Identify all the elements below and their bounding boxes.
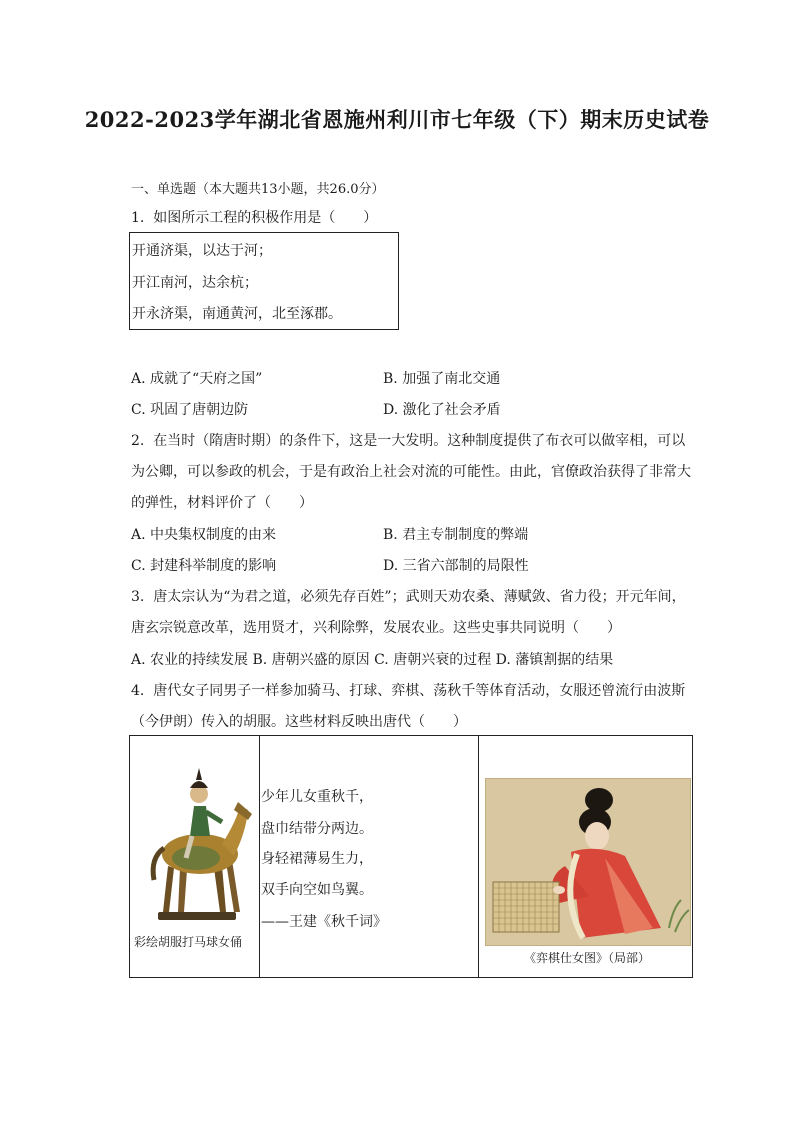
q2-option-c: C. 封建科举制度的影响 [131, 558, 277, 574]
q2-stem-line: 2. 在当时（隋唐时期）的条件下，这是一大发明。这种制度提供了布衣可以做宰相，可以 [131, 433, 686, 449]
q1-box-line: 开通济渠，以达于河； [132, 243, 272, 259]
q2-option-a: A. 中央集权制度的由来 [131, 527, 277, 543]
q2-option-b: B. 君主专制制度的弊端 [383, 527, 529, 543]
q1-box-line: 开江南河，达余杭； [132, 275, 258, 291]
q4-material-table [129, 735, 693, 978]
page-title: 2022-2023学年湖北省恩施州利川市七年级（下）期末历史试卷 [84, 107, 710, 132]
polo-player-figurine-image [136, 762, 256, 926]
painting-caption: 《弈棋仕女图》（局部） [524, 951, 651, 965]
q1-option-a: A. 成就了“天府之国” [131, 371, 263, 387]
q2-stem-line: 为公卿，可以参政的机会，于是有政治上社会对流的可能性。由此，官僚政治获得了非常大 [131, 464, 691, 480]
q3-stem-line: 唐玄宗锐意改革，选用贤才，兴利除弊，发展农业。这些史事共同说明（ ） [131, 620, 621, 636]
q4-stem-line: 4. 唐代女子同男子一样参加骑马、打球、弈棋、荡秋千等体育活动，女服还曾流行由波斯 [131, 683, 686, 699]
q2-option-d: D. 三省六部制的局限性 [383, 558, 529, 574]
q3-options: A. 农业的持续发展 B. 唐朝兴盛的原因 C. 唐朝兴衰的过程 D. 藩镇割据的结果 [131, 652, 614, 668]
q3-stem-line: 3. 唐太宗认为“为君之道，必须先存百姓”；武则天劝农桑、薄赋敛、省力役；开元年间， [131, 589, 686, 605]
poem-line: 双手向空如鸟翼。 [261, 882, 373, 898]
table-divider [259, 736, 260, 977]
poem-line: 少年儿女重秋千， [261, 789, 373, 805]
section-heading: 一、单选题（本大题共13小题，共26.0分） [131, 182, 385, 197]
go-playing-lady-painting-image [485, 778, 691, 946]
q4-stem-line: （今伊朗）传入的胡服。这些材料反映出唐代（ ） [131, 714, 467, 730]
table-divider [478, 736, 479, 977]
poem-line: 身轻裙薄易生力， [261, 851, 373, 867]
q1-option-c: C. 巩固了唐朝边防 [131, 402, 249, 418]
poem-attribution: ——王建《秋千词》 [261, 914, 387, 930]
q1-option-b: B. 加强了南北交通 [383, 371, 501, 387]
q1-stem: 1. 如图所示工程的积极作用是（ ） [131, 210, 378, 226]
q2-stem-line: 的弹性，材料评价了（ ） [131, 495, 313, 511]
poem-line: 盘巾结带分两边。 [261, 821, 373, 837]
q1-option-d: D. 激化了社会矛盾 [383, 402, 501, 418]
figurine-caption: 彩绘胡服打马球女俑 [134, 935, 243, 949]
q1-box-line: 开永济渠，南通黄河，北至涿郡。 [132, 306, 342, 322]
q1-material-box [129, 232, 399, 330]
